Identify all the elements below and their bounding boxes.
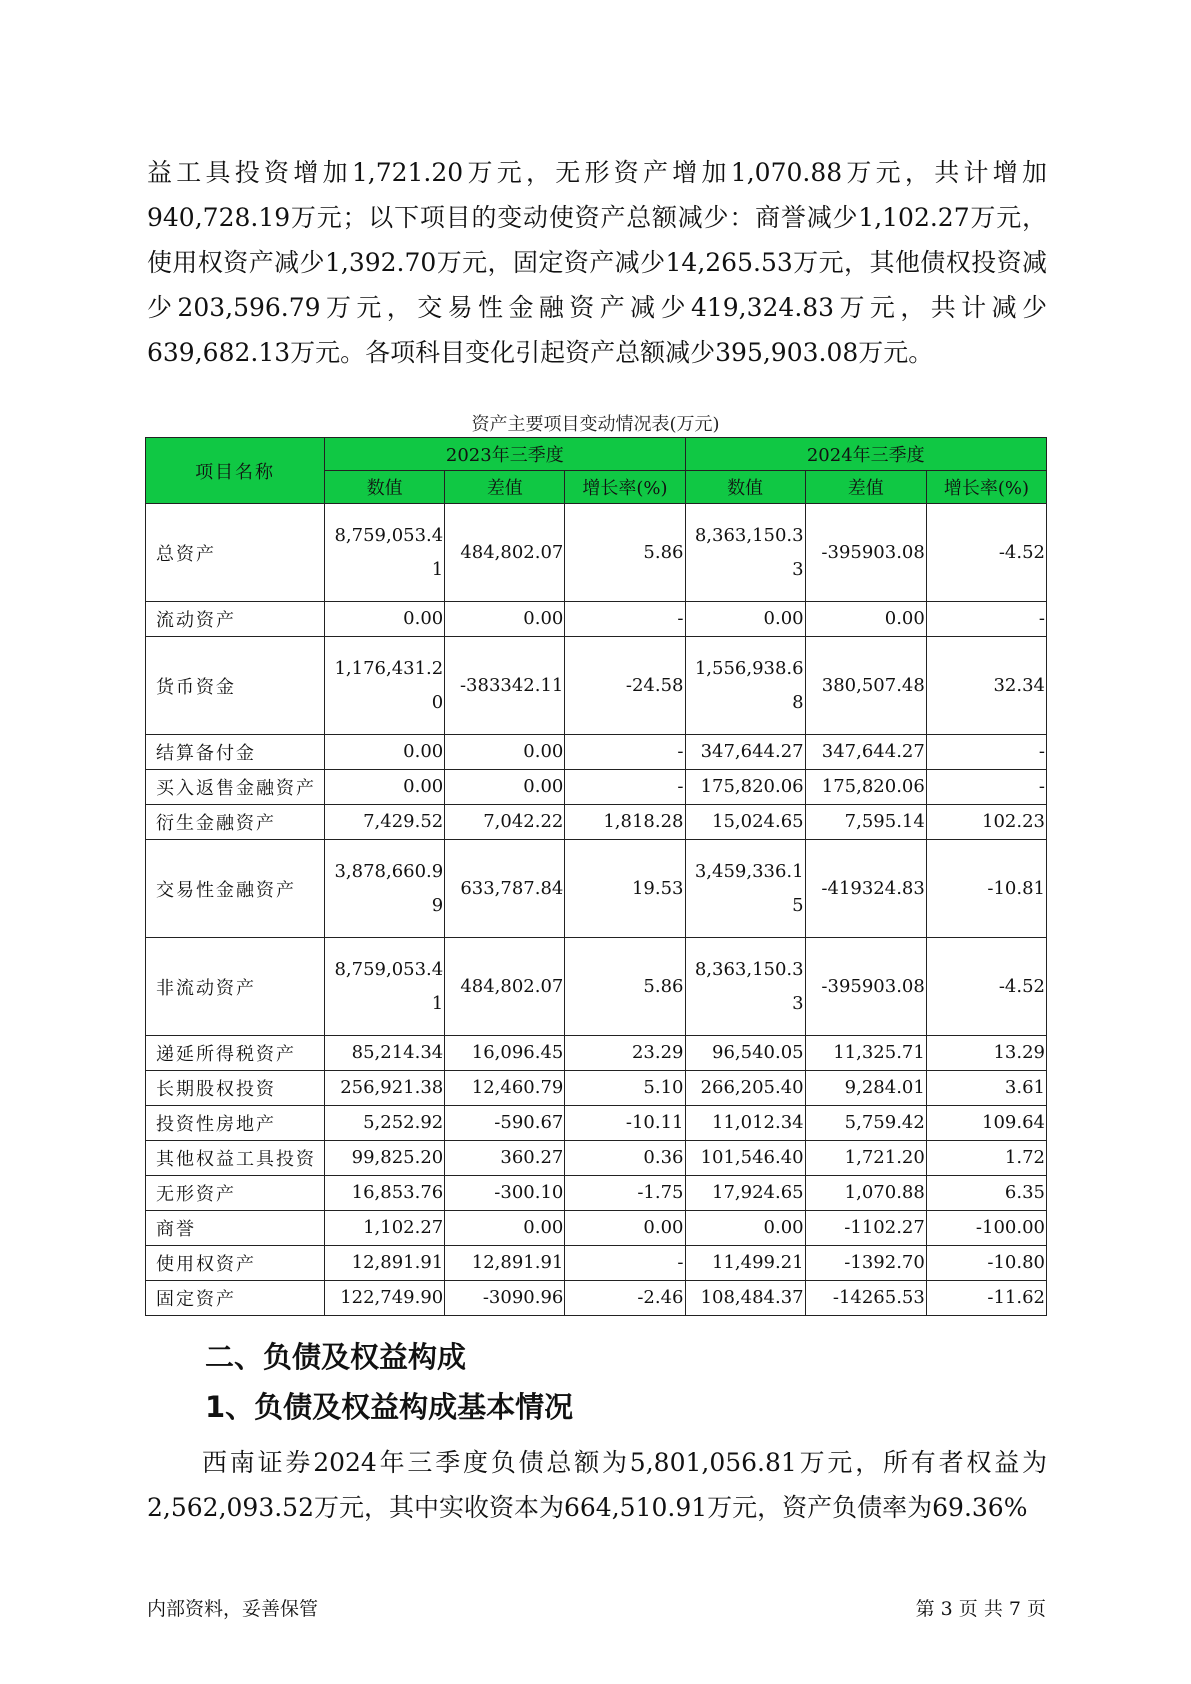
row-item-name: 非流动资产 xyxy=(146,938,325,1036)
row-item-name: 投资性房地产 xyxy=(146,1106,325,1141)
cell-v24: 0.00 xyxy=(685,1211,805,1246)
cell-g24: 1.72 xyxy=(926,1141,1046,1176)
cell-v24: 11,499.21 xyxy=(685,1246,805,1281)
cell-d24: -14265.53 xyxy=(805,1281,926,1316)
cell-g23: 1,818.28 xyxy=(565,805,685,840)
cell-v23: 8,759,053.41 xyxy=(325,504,445,602)
footer-left: 内部资料，妥善保管 xyxy=(147,1598,319,1620)
table-row xyxy=(146,1036,1047,1071)
cell-d23: -383342.11 xyxy=(445,637,565,735)
cell-d23: 360.27 xyxy=(445,1141,565,1176)
cell-v23: 8,759,053.41 xyxy=(325,938,445,1036)
cell-d24: 347,644.27 xyxy=(805,735,926,770)
header-value-2023: 数值 xyxy=(325,471,445,504)
cell-d24: 0.00 xyxy=(805,602,926,637)
cell-d23: 0.00 xyxy=(445,770,565,805)
cell-g24: - xyxy=(926,602,1046,637)
cell-v23: 1,176,431.20 xyxy=(325,637,445,735)
cell-g23: -2.46 xyxy=(565,1281,685,1316)
cell-d23: 12,460.79 xyxy=(445,1071,565,1106)
cell-d23: 16,096.45 xyxy=(445,1036,565,1071)
cell-g23: -1.75 xyxy=(565,1176,685,1211)
row-item-name: 结算备付金 xyxy=(146,735,325,770)
row-item-name: 其他权益工具投资 xyxy=(146,1141,325,1176)
cell-v23: 16,853.76 xyxy=(325,1176,445,1211)
cell-d24: 9,284.01 xyxy=(805,1071,926,1106)
row-item-name: 无形资产 xyxy=(146,1176,325,1211)
table-row xyxy=(146,840,1047,938)
cell-g24: 13.29 xyxy=(926,1036,1046,1071)
cell-g24: 109.64 xyxy=(926,1106,1046,1141)
cell-d23: 0.00 xyxy=(445,1211,565,1246)
table-row xyxy=(146,1176,1047,1211)
cell-v24: 3,459,336.15 xyxy=(685,840,805,938)
row-item-name: 货币资金 xyxy=(146,637,325,735)
cell-v24: 15,024.65 xyxy=(685,805,805,840)
cell-v24: 0.00 xyxy=(685,602,805,637)
row-item-name: 长期股权投资 xyxy=(146,1071,325,1106)
cell-g23: 19.53 xyxy=(565,840,685,938)
cell-d23: -300.10 xyxy=(445,1176,565,1211)
table-row xyxy=(146,1106,1047,1141)
cell-g24: -100.00 xyxy=(926,1211,1046,1246)
cell-v24: 17,924.65 xyxy=(685,1176,805,1211)
cell-d23: 12,891.91 xyxy=(445,1246,565,1281)
cell-g24: - xyxy=(926,770,1046,805)
table-row xyxy=(146,504,1047,602)
table-row xyxy=(146,1246,1047,1281)
cell-v23: 122,749.90 xyxy=(325,1281,445,1316)
cell-v24: 347,644.27 xyxy=(685,735,805,770)
cell-v23: 256,921.38 xyxy=(325,1071,445,1106)
row-item-name: 衍生金融资产 xyxy=(146,805,325,840)
cell-v24: 175,820.06 xyxy=(685,770,805,805)
table-row xyxy=(146,735,1047,770)
cell-v24: 8,363,150.33 xyxy=(685,938,805,1036)
subsection-heading: 1、负债及权益构成基本情况 xyxy=(205,1390,574,1424)
asset-change-table xyxy=(145,437,1047,1316)
cell-g24: - xyxy=(926,735,1046,770)
cell-g23: 5.86 xyxy=(565,504,685,602)
cell-d23: 484,802.07 xyxy=(445,504,565,602)
cell-v23: 0.00 xyxy=(325,770,445,805)
cell-v23: 1,102.27 xyxy=(325,1211,445,1246)
cell-d24: 175,820.06 xyxy=(805,770,926,805)
cell-d23: 0.00 xyxy=(445,602,565,637)
cell-g24: -4.52 xyxy=(926,504,1046,602)
header-item-name: 项目名称 xyxy=(146,438,325,504)
header-period-2023: 2023年三季度 xyxy=(325,438,685,471)
cell-d24: 1,721.20 xyxy=(805,1141,926,1176)
row-item-name: 递延所得税资产 xyxy=(146,1036,325,1071)
cell-g24: -10.80 xyxy=(926,1246,1046,1281)
paragraph-text: 西南证券2024年三季度负债总额为5,801,056.81万元，所有者权益为2,562,093.52万元，其中实收资本为664,510.91万元，资产负债率为69.36% xyxy=(147,1448,1047,1522)
cell-g24: -11.62 xyxy=(926,1281,1046,1316)
cell-d23: -590.67 xyxy=(445,1106,565,1141)
table-row xyxy=(146,770,1047,805)
cell-g23: - xyxy=(565,735,685,770)
cell-d24: 5,759.42 xyxy=(805,1106,926,1141)
cell-g23: -24.58 xyxy=(565,637,685,735)
header-diff-2024: 差值 xyxy=(805,471,926,504)
cell-g24: -10.81 xyxy=(926,840,1046,938)
body-paragraph-bottom xyxy=(147,1440,1047,1530)
cell-v23: 7,429.52 xyxy=(325,805,445,840)
table-row xyxy=(146,805,1047,840)
cell-g23: - xyxy=(565,602,685,637)
cell-g24: 32.34 xyxy=(926,637,1046,735)
body-paragraph-top xyxy=(147,150,1047,375)
table-caption: 资产主要项目变动情况表(万元) xyxy=(471,414,720,435)
row-item-name: 固定资产 xyxy=(146,1281,325,1316)
row-item-name: 买入返售金融资产 xyxy=(146,770,325,805)
cell-g24: 102.23 xyxy=(926,805,1046,840)
header-value-2024: 数值 xyxy=(685,471,805,504)
cell-d24: -1102.27 xyxy=(805,1211,926,1246)
cell-d24: 380,507.48 xyxy=(805,637,926,735)
cell-v24: 101,546.40 xyxy=(685,1141,805,1176)
table-row xyxy=(146,1071,1047,1106)
cell-d23: -3090.96 xyxy=(445,1281,565,1316)
row-item-name: 使用权资产 xyxy=(146,1246,325,1281)
table-row xyxy=(146,637,1047,735)
cell-g23: 5.10 xyxy=(565,1071,685,1106)
cell-g24: 6.35 xyxy=(926,1176,1046,1211)
cell-d24: 7,595.14 xyxy=(805,805,926,840)
cell-v23: 3,878,660.99 xyxy=(325,840,445,938)
cell-d23: 7,042.22 xyxy=(445,805,565,840)
section-heading: 二、负债及权益构成 xyxy=(205,1340,467,1374)
cell-d23: 633,787.84 xyxy=(445,840,565,938)
row-item-name: 总资产 xyxy=(146,504,325,602)
cell-v24: 266,205.40 xyxy=(685,1071,805,1106)
header-growth-2023: 增长率(%) xyxy=(565,471,685,504)
table-row xyxy=(146,1281,1047,1316)
cell-v23: 85,214.34 xyxy=(325,1036,445,1071)
page-number: 第 3 页 共 7 页 xyxy=(915,1598,1046,1620)
header-diff-2023: 差值 xyxy=(445,471,565,504)
cell-d24: -395903.08 xyxy=(805,938,926,1036)
row-item-name: 流动资产 xyxy=(146,602,325,637)
cell-g23: - xyxy=(565,770,685,805)
cell-v24: 1,556,938.68 xyxy=(685,637,805,735)
paragraph-text: 益工具投资增加1,721.20万元，无形资产增加1,070.88万元，共计增加940,728.19万元；以下项目的变动使资产总额减少：商誉减少1,102.27万元，使用权资产减少1,392.70万元，固定资产减少14,265.53万元，其他债权投资减少203,596.79万元，交易性金融资产减少419,324.83万元，共计减少639,682.13万元。各项科目变化引起资产总额减少395,903.08万元。 xyxy=(147,158,1047,367)
cell-d24: 11,325.71 xyxy=(805,1036,926,1071)
cell-v24: 8,363,150.33 xyxy=(685,504,805,602)
table-row xyxy=(146,602,1047,637)
cell-g23: 0.36 xyxy=(565,1141,685,1176)
header-growth-2024: 增长率(%) xyxy=(926,471,1046,504)
cell-d24: 1,070.88 xyxy=(805,1176,926,1211)
header-period-2024: 2024年三季度 xyxy=(685,438,1047,471)
cell-v23: 0.00 xyxy=(325,602,445,637)
cell-g23: 0.00 xyxy=(565,1211,685,1246)
cell-g23: 5.86 xyxy=(565,938,685,1036)
cell-v24: 11,012.34 xyxy=(685,1106,805,1141)
cell-d24: -419324.83 xyxy=(805,840,926,938)
cell-d24: -1392.70 xyxy=(805,1246,926,1281)
cell-g23: - xyxy=(565,1246,685,1281)
row-item-name: 交易性金融资产 xyxy=(146,840,325,938)
cell-v24: 108,484.37 xyxy=(685,1281,805,1316)
cell-v23: 5,252.92 xyxy=(325,1106,445,1141)
cell-g23: -10.11 xyxy=(565,1106,685,1141)
cell-v23: 99,825.20 xyxy=(325,1141,445,1176)
cell-v24: 96,540.05 xyxy=(685,1036,805,1071)
table-row xyxy=(146,1141,1047,1176)
cell-g24: -4.52 xyxy=(926,938,1046,1036)
cell-d23: 0.00 xyxy=(445,735,565,770)
cell-g24: 3.61 xyxy=(926,1071,1046,1106)
row-item-name: 商誉 xyxy=(146,1211,325,1246)
cell-v23: 0.00 xyxy=(325,735,445,770)
cell-d23: 484,802.07 xyxy=(445,938,565,1036)
table-row xyxy=(146,1211,1047,1246)
cell-v23: 12,891.91 xyxy=(325,1246,445,1281)
table-row xyxy=(146,938,1047,1036)
cell-g23: 23.29 xyxy=(565,1036,685,1071)
cell-d24: -395903.08 xyxy=(805,504,926,602)
